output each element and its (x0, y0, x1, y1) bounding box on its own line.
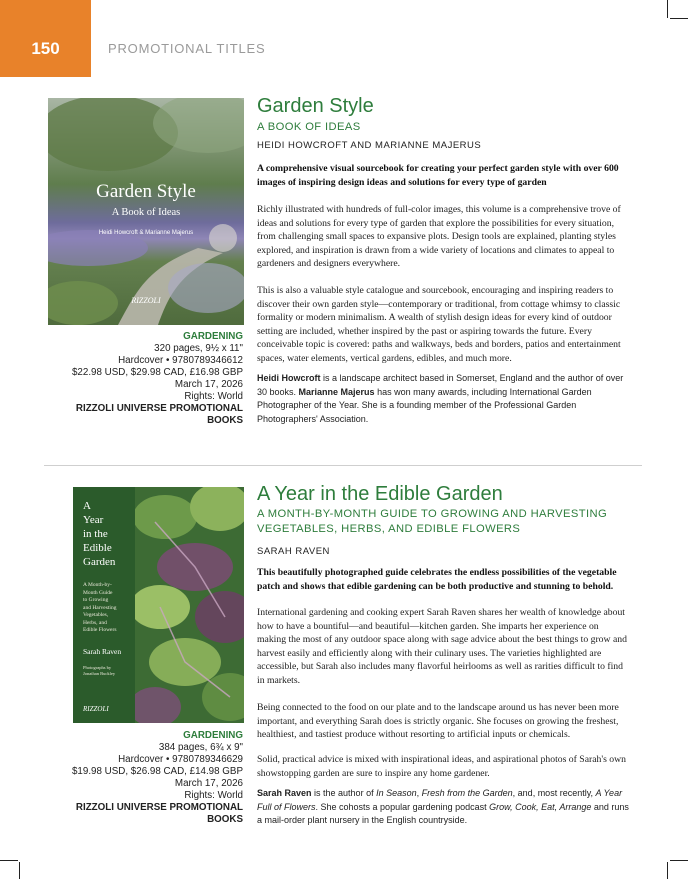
bio-text: , and, most recently, (512, 788, 596, 798)
book-info (44, 331, 243, 427)
crop-mark (670, 18, 688, 19)
cover-subtitle-line: A Month-by- (83, 582, 112, 588)
book-subtitle-line: A MONTH-BY-MONTH GUIDE TO GROWING AND HARVESTING (257, 508, 608, 520)
book-description: Solid, practical advice is mixed with inspirational ideas, and aspirational photos of Sarah's own showstopping garden are sure to inspire any home gardener. (257, 754, 626, 779)
bio-text: is the author of (311, 788, 377, 798)
bio-podcast-title: Grow, Cook, Eat, Arrange (489, 801, 592, 812)
cover-subtitle-line: to Growing (83, 597, 109, 603)
book-format: Hardcover • 9780789346612 (118, 355, 243, 366)
bio-book-title: A Year Full of Flowers (257, 788, 623, 812)
cover-title-line: Edible (83, 542, 112, 554)
edible-garden-cover (73, 487, 244, 723)
book-rights: Rights: World (184, 790, 243, 801)
cover-subtitle-line: Month Guide (83, 589, 113, 596)
crop-mark (670, 860, 688, 861)
book-price: $19.98 USD, $26.98 CAD, £14.98 GBP (71, 766, 243, 777)
book-category: GARDENING (183, 730, 243, 741)
book-subtitle: A BOOK OF IDEAS (257, 121, 361, 133)
author-name: Sarah Raven (257, 788, 312, 798)
cover-subtitle-line: Vegetables, (83, 612, 109, 618)
leaves-photo (135, 487, 244, 723)
bio-text: . She cohosts a popular gardening podcast (315, 801, 490, 812)
cover-title-line: A (83, 500, 91, 512)
bio-text: has won many awards, including International Garden Photographer of the Year. She is a founding member of the Professional Garden Photographers' Association. (257, 386, 592, 424)
cover-title-line: Garden (83, 556, 116, 568)
book-lead: A comprehensive visual sourcebook for creating your perfect garden style with over 600 images of inspiring design ideas and solutions for every type of garden (257, 163, 619, 188)
book-info (44, 730, 243, 826)
book-description: This is also a valuable style catalogue and sourcebook, encouraging and inspiring readers to discover their own garden style—contemporary or traditional, from cottage whimsy to classic formality or modern minimalism. A wealth of stylish design ideas for every kind of outdoor setting are included, whether inspired by the past or aspiring towards the future. Every conceivable topic is covered: paths and walkways, beds and borders, patios and entertainment spaces, water elements, vertical gardens, edibles, and much more. (257, 285, 621, 364)
cover-authors: Heidi Howcroft & Marianne Majerus (98, 230, 194, 236)
cover-title: Garden Style (96, 181, 196, 202)
book-date: March 17, 2026 (174, 379, 243, 390)
cover-publisher-logo: RIZZOLI (131, 296, 161, 305)
cover-subtitle: A Book of Ideas (111, 207, 181, 218)
bio-text: is a landscape architect based in Somerset, England and the author of over 30 books. (257, 373, 624, 397)
book-description: Richly illustrated with hundreds of full-color images, this volume is a comprehensive trove of ideas and solutions for every type of garden that explore the possibilities for every situation, from challenging small spaces to expansive plots. Design tools are explained, planting styles explored, and inspiration is drawn from a wide variety of locations and climates to appeal to gardeners and designers everywhere. (257, 204, 621, 270)
book-publisher: RIZZOLI UNIVERSE PROMOTIONAL BOOKS (75, 403, 243, 426)
bio-book-title: Fresh from the Garden (421, 788, 513, 798)
cover-title-line: Year (83, 514, 104, 526)
book-authors: SARAH RAVEN (257, 546, 330, 557)
cover-photo-line: Jonathan Buckley (83, 671, 116, 676)
cover-subtitle-line: and Harvesting (83, 604, 117, 611)
author-bio (257, 372, 629, 426)
crop-mark (667, 862, 668, 879)
book-rights: Rights: World (184, 391, 243, 402)
section-divider (44, 465, 642, 466)
crop-mark (667, 0, 668, 18)
bio-book-title: In Season (376, 788, 417, 798)
book-description: Being connected to the food on our plate and to the landscape around us has never been more important, and everything Sarah does is strictly organic. She focuses on growing the freshest, healthiest, and tastiest produce without resorting to artificial inputs or chemicals. (257, 702, 619, 741)
cover-title-line: in the (83, 528, 108, 540)
section-label: PROMOTIONAL TITLES (108, 41, 266, 56)
book-authors: HEIDI HOWCROFT AND MARIANNE MAJERUS (257, 140, 482, 151)
book-pages: 320 pages, 9½ x 11" (154, 343, 243, 354)
book-format: Hardcover • 9780789346629 (118, 754, 243, 765)
book-publisher: RIZZOLI UNIVERSE PROMOTIONAL BOOKS (75, 802, 243, 825)
book-subtitle (257, 507, 607, 537)
cover-photographer (83, 665, 115, 677)
bio-text: and runs a mail-order plant nursery in the English countryside. (257, 801, 629, 825)
author-name: Marianne Majerus (298, 386, 375, 397)
cover-subtitle-line: Edible Flowers (83, 627, 117, 633)
cover-subtitle (83, 582, 116, 635)
bio-text: , (416, 788, 422, 798)
book-pages: 384 pages, 6¾ x 9" (158, 742, 243, 753)
book-subtitle-line: VEGETABLES, HERBS, AND EDIBLE FLOWERS (257, 523, 521, 535)
book-description: International gardening and cooking expert Sarah Raven shares her wealth of knowledge about how to have a bountiful—and beautiful—kitchen garden. She imparts her experience on making the most of any outdoor space along with sage advice about the best things to grow and harvest easily and efficiently along with their culinary uses. The varieties highlighted are accessible, but Sarah also includes many flavorful heirlooms as well as rarities difficult to find in markets. (257, 607, 627, 686)
garden-style-cover (48, 98, 244, 325)
book-price: $22.98 USD, $29.98 CAD, £16.98 GBP (71, 367, 243, 378)
cover-publisher-logo: RIZZOLI (83, 705, 109, 713)
page-tab (0, 0, 91, 77)
page-number: 150 (31, 39, 60, 58)
cover-title (83, 499, 115, 569)
book-title: Garden Style (257, 95, 374, 117)
cover-subtitle-line: Herbs, and (83, 619, 107, 626)
cover-photo-line: Photographs by (83, 665, 112, 670)
book-lead: This beautifully photographed guide celebrates the endless possibilities of the vegetable patch and shows that edible gardening can be both productive and stunning to behold. (257, 567, 617, 592)
book-category: GARDENING (183, 331, 243, 342)
author-bio (257, 787, 629, 828)
cover-author: Sarah Raven (83, 647, 122, 656)
crop-mark (19, 862, 20, 879)
book-date: March 17, 2026 (174, 778, 243, 789)
book-title: A Year in the Edible Garden (257, 483, 503, 505)
crop-mark (0, 860, 18, 861)
author-name: Heidi Howcroft (257, 373, 321, 383)
